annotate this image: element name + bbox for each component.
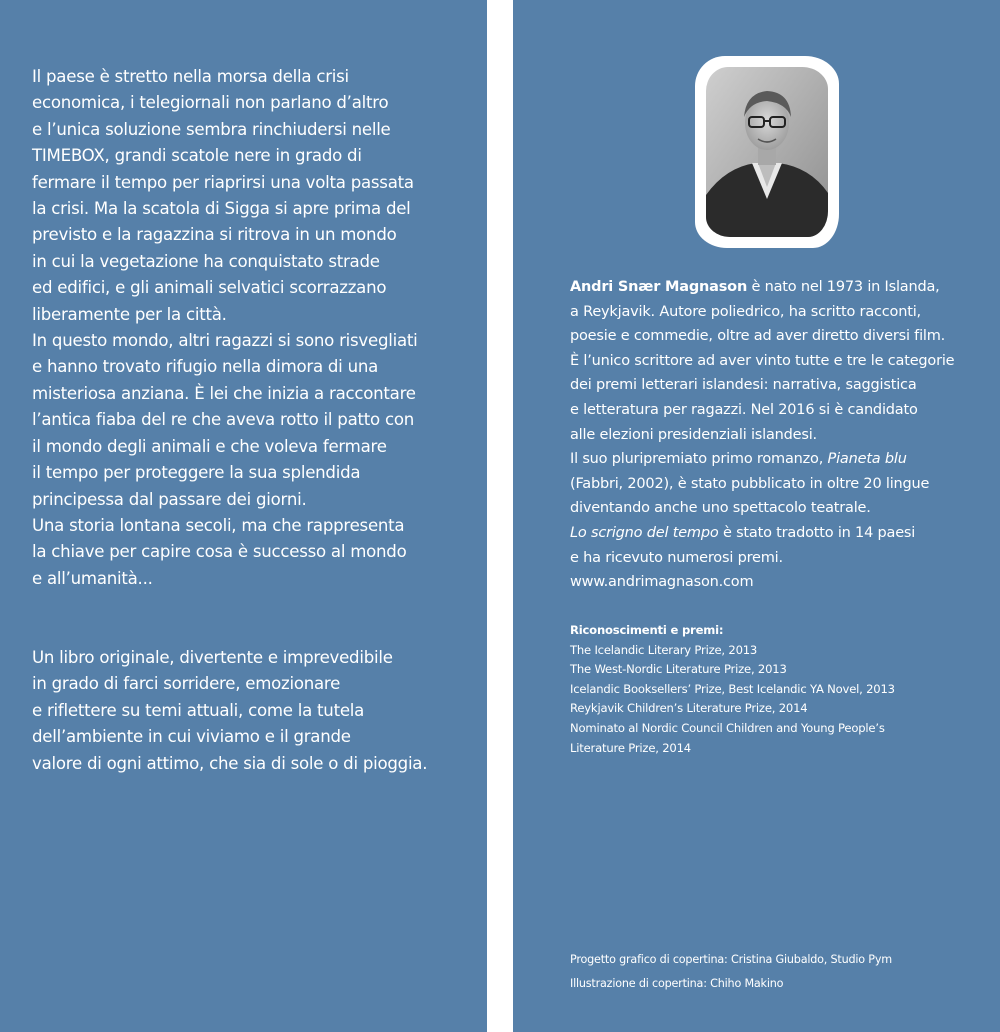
award-item: The West-Nordic Literature Prize, 2013 [570,662,787,677]
synopsis-line: in cui la vegetazione ha conquistato strade [32,251,380,271]
synopsis-line: la crisi. Ma la scatola di Sigga si apre prima del [32,199,411,219]
bio-line: e letteratura per ragazzi. Nel 2016 si è candidato [570,401,918,418]
cover-credits [570,948,892,996]
synopsis-line: economica, i telegiornali non parlano d’altro [32,93,389,113]
blurb-line: valore di ogni attimo, che sia di sole o di pioggia. [32,753,428,773]
author-portrait-icon [706,67,828,237]
book-title-lo-scrigno: Lo scrigno del tempo [570,524,719,541]
credit-line: Progetto grafico di copertina: Cristina Giubaldo, Studio Pym [570,953,892,966]
bio-line: È l’unico scrittore ad aver vinto tutte e tre le categorie [570,352,955,369]
bio-line [570,275,954,300]
awards-heading: Riconoscimenti e premi: [570,623,724,637]
synopsis-line: e all’umanità... [32,568,153,588]
author-website: www.andrimagnason.com [570,574,754,591]
synopsis-line: ed edifici, e gli animali selvatici scorrazzano [32,278,387,298]
bio-line: (Fabbri, 2002), è stato pubblicato in oltre 20 lingue [570,475,930,492]
synopsis-line: liberamente per la città. [32,304,227,324]
blurb-paragraph [32,645,427,777]
bio-line [570,447,954,472]
blurb-line: dell’ambiente in cui viviamo e il grande [32,727,351,747]
synopsis-line: il tempo per proteggere la sua splendida [32,463,361,483]
synopsis-line: previsto e la ragazzina si ritrova in un mondo [32,225,397,245]
blurb-line: e riflettere su temi attuali, come la tutela [32,700,365,720]
bio-line-text: è stato tradotto in 14 paesi [718,524,916,541]
synopsis-line: misteriosa anziana. È lei che inizia a raccontare [32,383,416,403]
synopsis-line: Una storia lontana secoli, ma che rappresenta [32,515,405,535]
bio-line: e ha ricevuto numerosi premi. [570,549,783,566]
back-cover-right-panel [513,0,1000,1032]
synopsis-line: principessa dal passare dei giorni. [32,489,307,509]
bio-line: diventando anche uno spettacolo teatrale. [570,500,871,517]
synopsis-paragraph [32,64,418,592]
synopsis-line: il mondo degli animali e che voleva fermare [32,436,387,456]
bio-line: dei premi letterari islandesi: narrativa, saggistica [570,377,917,394]
back-cover-left-panel [0,0,487,1032]
synopsis-line: e hanno trovato rifugio nella dimora di una [32,357,379,377]
synopsis-line: TIMEBOX, grandi scatole nere in grado di [32,146,362,166]
credit-line: Illustrazione di copertina: Chiho Makino [570,977,784,990]
author-bio [570,275,954,595]
bio-line: poesie e commedie, oltre ad aver diretto diversi film. [570,328,946,345]
award-item: Nominato al Nordic Council Children and Young People’s [570,720,885,735]
synopsis-line: l’antica fiaba del re che aveva rotto il patto con [32,410,414,430]
book-title-pianeta-blu: Pianeta blu [827,451,907,468]
award-item: Reykjavik Children’s Literature Prize, 2014 [570,701,808,716]
blurb-line: Un libro originale, divertente e imprevedibile [32,648,393,667]
synopsis-line: In questo mondo, altri ragazzi si sono risvegliati [32,331,418,351]
bio-line-text: è nato nel 1973 in Islanda, [747,279,940,295]
author-name: Andri Snær Magnason [570,279,748,295]
blurb-line: in grado di farci sorridere, emozionare [32,674,341,694]
awards-list [570,621,895,758]
author-photo-frame [695,56,839,248]
synopsis-line: la chiave per capire cosa è successo al mondo [32,542,407,562]
synopsis-line: fermare il tempo per riaprirsi una volta passata [32,172,414,192]
synopsis-line: Il paese è stretto nella morsa della crisi [32,67,349,86]
award-item: The Icelandic Literary Prize, 2013 [570,642,758,657]
award-item: Literature Prize, 2014 [570,740,691,755]
bio-line [570,521,954,546]
award-item: Icelandic Booksellers’ Prize, Best Icelandic YA Novel, 2013 [570,681,895,696]
bio-line: alle elezioni presidenziali islandesi. [570,426,817,443]
bio-line: a Reykjavik. Autore poliedrico, ha scritto racconti, [570,303,921,320]
bio-line-text: Il suo pluripremiato primo romanzo, [570,451,828,468]
synopsis-line: e l’unica soluzione sembra rinchiudersi nelle [32,119,391,139]
